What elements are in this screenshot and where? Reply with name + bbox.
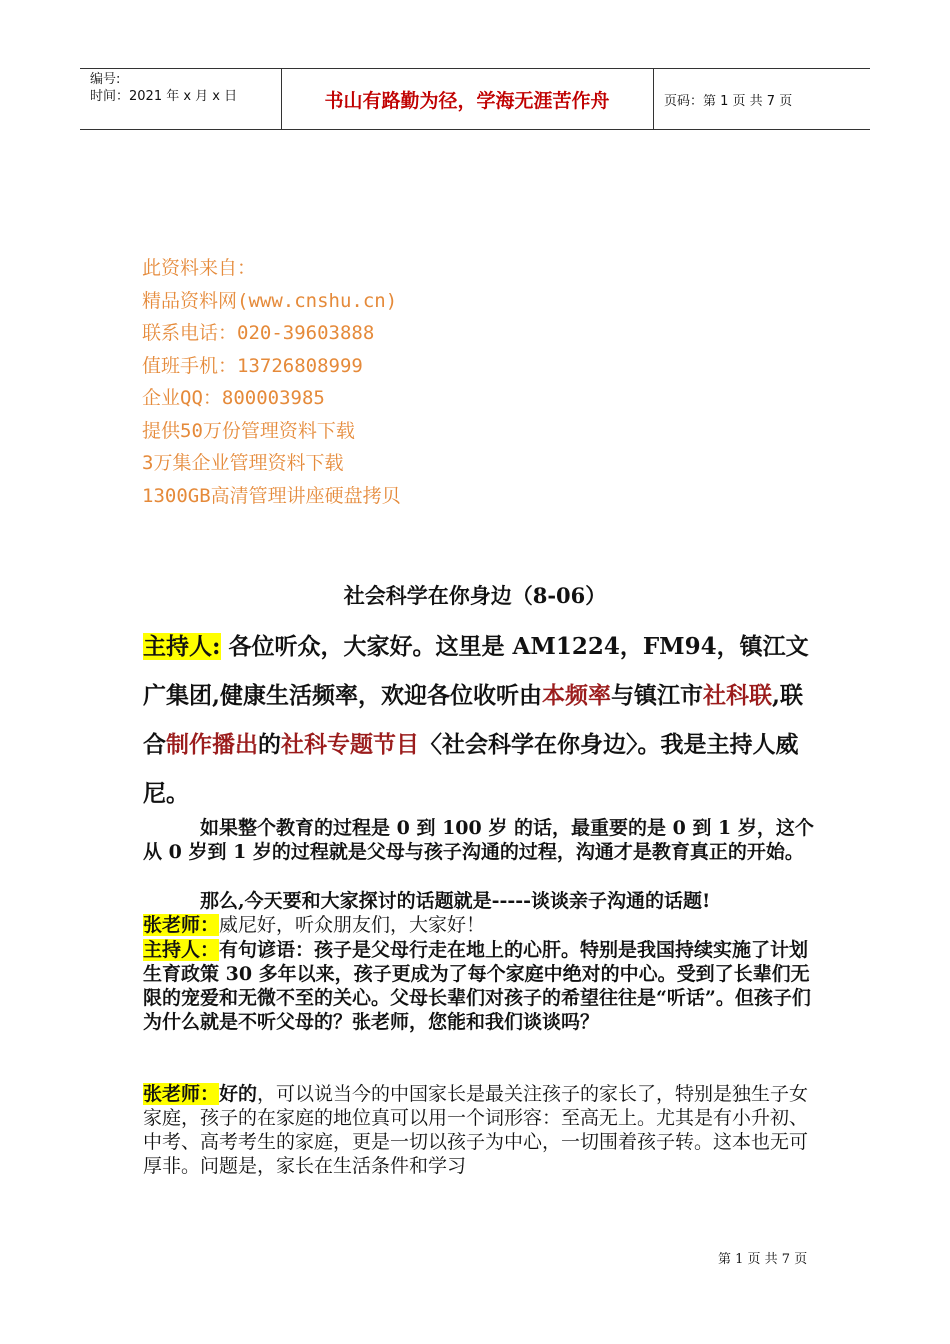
- speaker-label: 主持人:: [143, 633, 221, 660]
- intro-paragraph: [143, 622, 823, 818]
- intro-text: 〈社会科学在你身边〉。我是主持人威尼。: [143, 731, 799, 807]
- source-line: 提供50万份管理资料下载: [142, 419, 355, 442]
- intro-text: 的: [258, 731, 281, 758]
- dialogue-line: [143, 913, 823, 937]
- speaker-label: 张老师：: [143, 1083, 220, 1105]
- header-divider: [653, 69, 654, 129]
- highlight-term: 制作播出: [166, 731, 258, 758]
- highlight-term: 社科专题节目: [281, 731, 419, 758]
- paragraph: 那么,今天要和大家探讨的话题就是-----谈谈亲子沟通的话题!: [200, 890, 711, 912]
- page-footer: 第 1 页 共 7 页: [718, 1252, 808, 1267]
- source-line: 值班手机：13726808999: [142, 354, 363, 377]
- intro-text: ,联合: [143, 682, 804, 758]
- source-line: 此资料来自：: [142, 257, 257, 279]
- document-number-label: 编号:: [90, 72, 121, 87]
- header-page-info: 页码：第 1 页 共 7 页: [664, 93, 793, 109]
- dialogue-text: 威尼好，听众朋友们，大家好！: [219, 914, 486, 936]
- page-header: [80, 68, 870, 130]
- highlight-term: 社科联: [703, 682, 773, 709]
- header-meta: [80, 69, 280, 129]
- source-line: 3万集企业管理资料下载: [142, 452, 344, 474]
- speaker-label: 张老师：: [143, 914, 220, 936]
- dialogue-line: [143, 1082, 823, 1178]
- source-info-block: [142, 252, 401, 512]
- header-motto: 书山有路勤为径，学海无涯苦作舟: [324, 89, 610, 112]
- source-line: 联系电话：020-39603888: [142, 322, 375, 344]
- intro-text: 各位听众，大家好。这里是 AM1224，FM94，镇江文广集团,健康生活频率，欢迎各位收听由: [143, 633, 809, 709]
- source-line: 1300GB高清管理讲座硬盘拷贝: [142, 484, 401, 507]
- intro-text: 与镇江市: [611, 682, 704, 709]
- dialogue-text: 有句谚语：孩子是父母行走在地上的心肝。特别是我国持续实施了计划生育政策 30 多年以来，孩子更成为了每个家庭中绝对的中心。受到了长辈们无限的宠爱和无微不至的关心。父母长辈们对孩子的希望往往是“听话”。但孩子们为什么就是不听父母的？张老师，您能和我们谈谈吗？: [143, 939, 811, 1033]
- dialogue-text: ，可以说当今的中国家长是最关注孩子的家长了，特别是独生子女家庭，孩子的在家庭的地位真可以用一个词形容：至高无上。尤其是有小升初、中考、高考考生的家庭，更是一切以孩子为中心，一切围着孩子转。这本也无可厚非。问题是，家长在生活条件和学习: [143, 1083, 809, 1177]
- speaker-label: 主持人：: [143, 939, 220, 961]
- source-line: 企业QQ：800003985: [142, 387, 325, 409]
- document-time-label: 时间：2021 年 x 月 x 日: [90, 89, 238, 104]
- dialogue-emphasis: 好的: [219, 1083, 258, 1105]
- document-title: 社会科学在你身边（8-06）: [343, 583, 607, 608]
- dialogue-line: [143, 938, 823, 1034]
- highlight-term: 本频率: [542, 682, 612, 709]
- paragraph: 如果整个教育的过程是 0 到 100 岁 的话，最重要的是 0 到 1 岁，这个从 0 岁到 1 岁的过程就是父母与孩子沟通的过程，沟通才是教育真正的开始。: [143, 817, 814, 863]
- source-line: 精品资料网(www.cnshu.cn): [142, 289, 398, 312]
